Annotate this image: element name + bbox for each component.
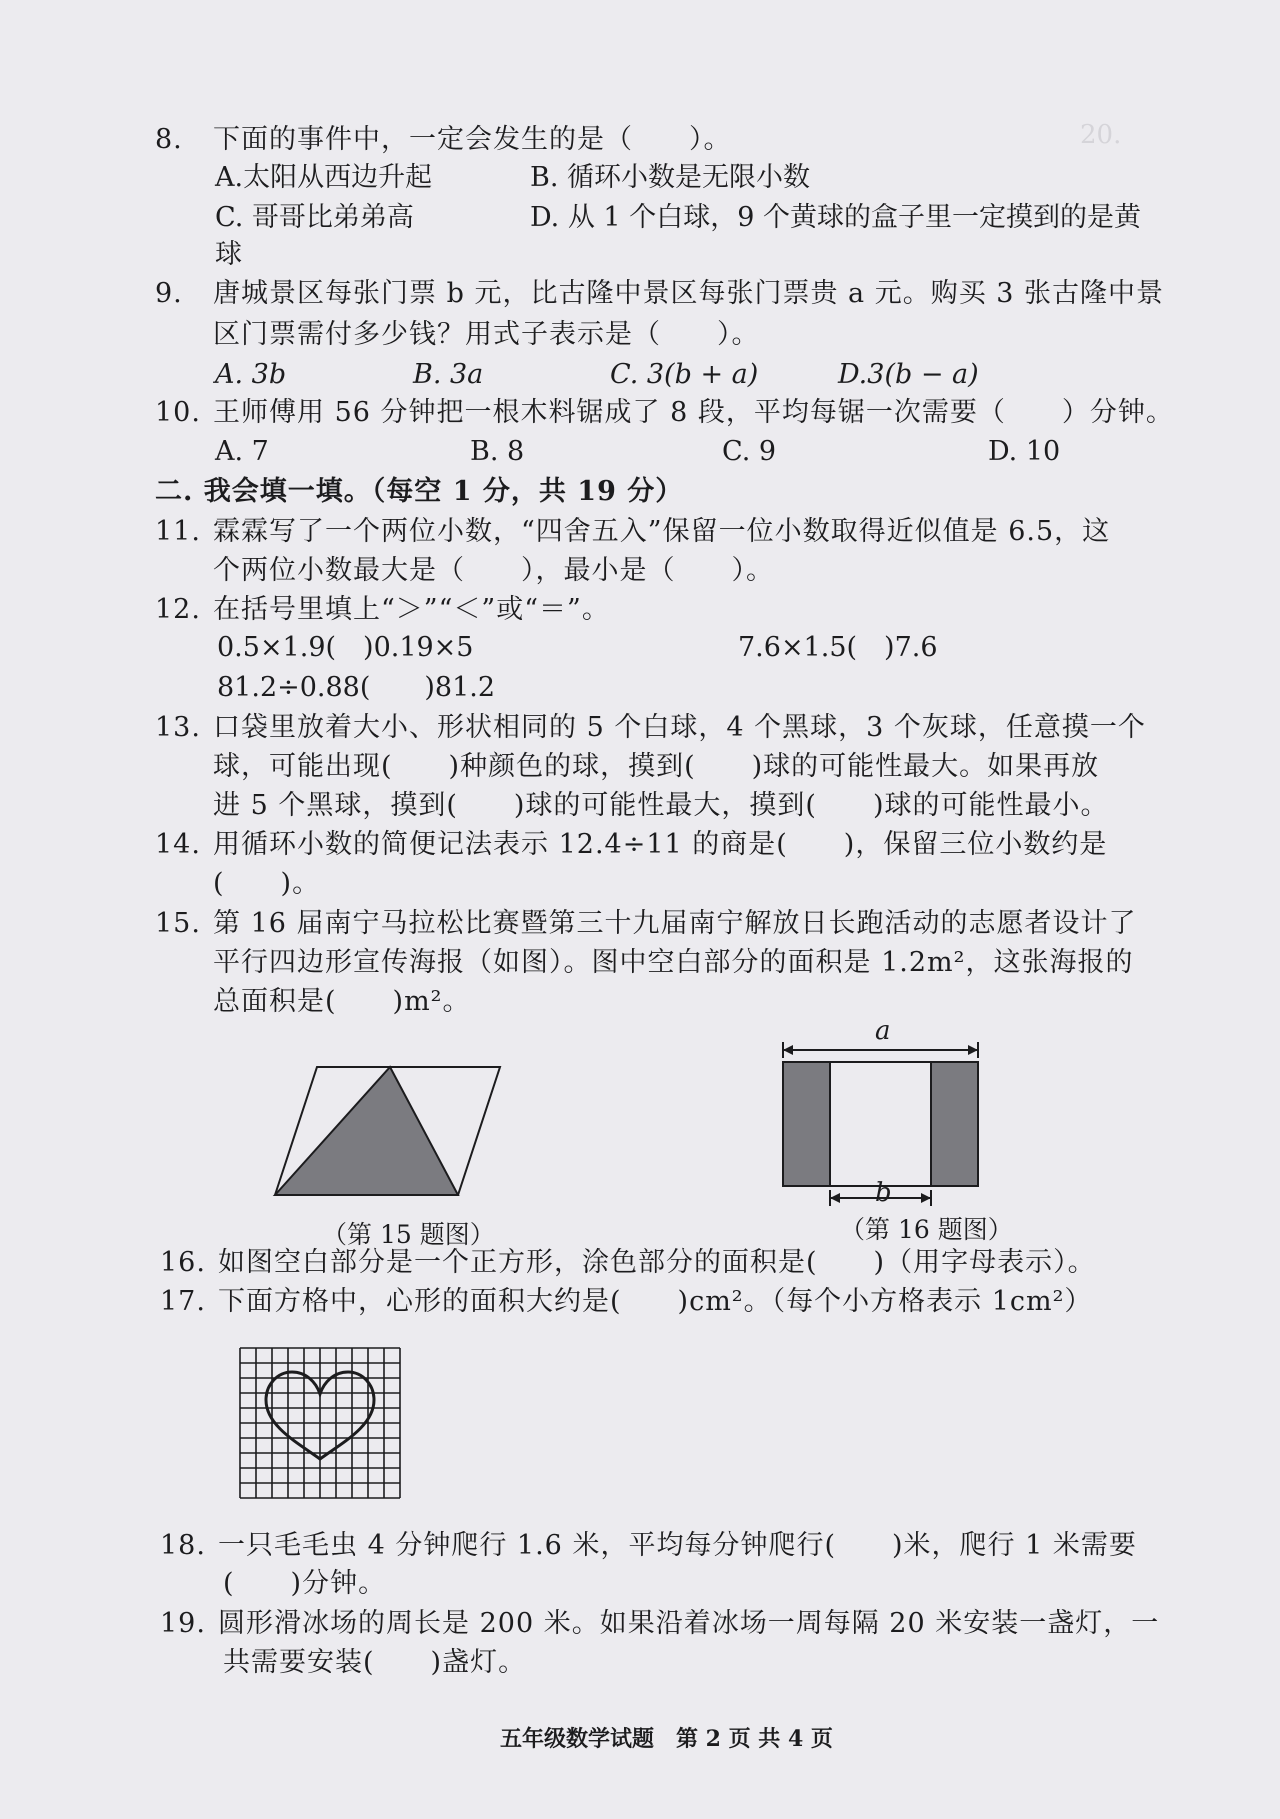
question-stem-line-2: 区门票需付多少钱？用式子表示是（ ）。 [213, 319, 760, 350]
question-line-2: 共需要安装( )盏灯。 [223, 1647, 527, 1678]
question-15 [155, 906, 1137, 942]
arrow-head [783, 1045, 793, 1055]
question-line-1: 如图空白部分是一个正方形，涂色部分的面积是( )（用字母表示）。 [218, 1247, 1096, 1278]
question-line-1: 一只毛毛虫 4 分钟爬行 1.6 米，平均每分钟爬行( )米，爬行 1 米需要 [218, 1530, 1137, 1561]
question-17 [160, 1284, 1092, 1320]
figure-15-parallelogram [275, 1065, 515, 1205]
question-stem: 在括号里填上“＞”“＜”或“＝”。 [213, 594, 610, 625]
option-b: B. 8 [470, 436, 525, 467]
question-stem: 王师傅用 56 分钟把一根木料锯成了 8 段，平均每锯一次需要（ ）分钟。 [213, 397, 1174, 428]
option-d: D. 从 1 个白球，9 个黄球的盒子里一定摸到的是黄 [530, 202, 1141, 233]
question-number: 15. [155, 908, 201, 939]
page-footer: 五年级数学试题 第 2 页 共 4 页 [500, 1726, 833, 1752]
section-2-heading: 二. 我会填一填。（每空 1 分，共 19 分） [155, 476, 684, 507]
question-line-3: 进 5 个黑球，摸到( )球的可能性最大，摸到( )球的可能性最小。 [213, 790, 1109, 821]
label-a: a [875, 1016, 891, 1046]
question-number: 19. [160, 1608, 206, 1639]
question-number: 10. [155, 397, 201, 428]
figure-16-caption: （第 16 题图） [840, 1215, 1013, 1244]
question-10 [155, 395, 1174, 431]
question-19 [160, 1606, 1159, 1642]
question-number: 17. [160, 1286, 206, 1317]
question-line-1: 口袋里放着大小、形状相同的 5 个白球，4 个黑球，3 个灰球，任意摸一个 [213, 712, 1146, 743]
option-a: A.太阳从西边升起 [215, 162, 433, 193]
label-b: b [875, 1178, 892, 1208]
question-stem-line-1: 唐城景区每张门票 b 元，比古隆中景区每张门票贵 a 元。购买 3 张古隆中景 [213, 278, 1165, 309]
arrow-head [921, 1193, 931, 1203]
question-line-1: 第 16 届南宁马拉松比赛暨第三十九届南宁解放日长跑活动的志愿者设计了 [213, 908, 1137, 939]
question-line-1: 用循环小数的简便记法表示 12.4÷11 的商是( )，保留三位小数约是 [213, 829, 1108, 860]
option-d: D. 10 [988, 436, 1061, 467]
question-12 [155, 592, 610, 628]
question-line-1: 下面方格中，心形的面积大约是( )cm²。（每个小方格表示 1cm²） [218, 1286, 1093, 1317]
question-13 [155, 710, 1146, 746]
comparison-2: 7.6×1.5( )7.6 [738, 632, 938, 663]
question-line-2: ( )分钟。 [223, 1568, 387, 1599]
option-d: D.3(b − a) [838, 359, 979, 390]
comparison-1: 0.5×1.9( )0.19×5 [217, 632, 474, 663]
question-stem: 下面的事件中，一定会发生的是（ ）。 [213, 124, 732, 155]
option-c: C. 哥哥比弟弟高 [215, 202, 414, 233]
option-a: A. 3b [215, 359, 287, 390]
option-c: C. 3(b + a) [610, 359, 759, 390]
shaded-triangle [275, 1067, 458, 1195]
figure-17-grid [240, 1348, 405, 1503]
question-number: 9. [155, 278, 183, 309]
question-line-3: 总面积是( )m²。 [213, 986, 471, 1017]
arrow-head [830, 1193, 840, 1203]
question-16 [160, 1245, 1096, 1281]
bleed-through: 20. [1080, 120, 1122, 150]
comparison-3: 81.2÷0.88( )81.2 [217, 672, 496, 703]
question-11 [155, 514, 1110, 550]
question-number: 11. [155, 516, 201, 547]
question-number: 14. [155, 829, 201, 860]
question-14 [155, 827, 1107, 863]
question-number: 18. [160, 1530, 206, 1561]
arrow-head [968, 1045, 978, 1055]
question-18 [160, 1528, 1137, 1564]
option-b: B. 循环小数是无限小数 [530, 162, 811, 193]
question-8 [155, 122, 732, 158]
question-9 [155, 276, 1164, 312]
figure-15-caption: （第 15 题图） [322, 1220, 495, 1249]
option-c: C. 9 [722, 436, 777, 467]
question-number: 13. [155, 712, 201, 743]
question-number: 12. [155, 594, 201, 625]
option-b: B. 3a [413, 359, 484, 390]
question-line-2: 球，可能出现( )种颜色的球，摸到( )球的可能性最大。如果再放 [213, 751, 1100, 782]
option-d-continued: 球 [215, 239, 242, 270]
question-line-2: 平行四边形宣传海报（如图）。图中空白部分的面积是 1.2m²，这张海报的 [213, 947, 1134, 978]
grid-lines [240, 1348, 400, 1498]
question-line-2: ( )。 [213, 868, 321, 899]
question-line-1: 圆形滑冰场的周长是 200 米。如果沿着冰场一周每隔 20 米安装一盏灯，一 [218, 1608, 1160, 1639]
option-a: A. 7 [215, 436, 269, 467]
shaded-right-strip [931, 1062, 978, 1186]
question-number: 16. [160, 1247, 206, 1278]
shaded-left-strip [783, 1062, 830, 1186]
question-line-1: 霖霖写了一个两位小数，“四舍五入”保留一位小数取得近似值是 6.5，这 [213, 516, 1111, 547]
question-number: 8. [155, 124, 183, 155]
question-line-2: 个两位小数最大是（ ），最小是（ ）。 [213, 555, 774, 586]
